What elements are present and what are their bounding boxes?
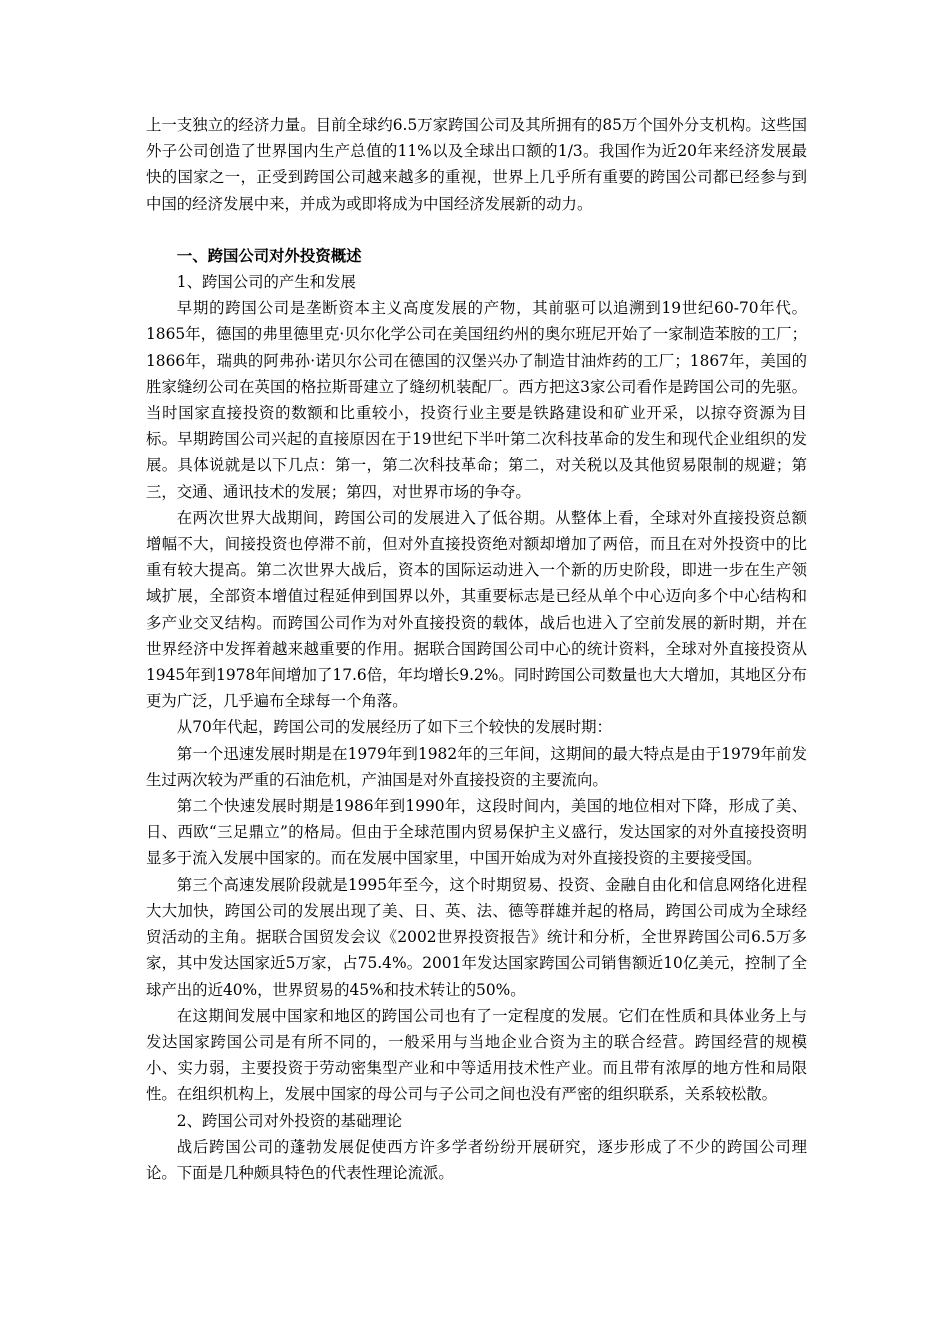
section-heading: 一、跨国公司对外投资概述	[176, 246, 362, 265]
intro-paragraph: 上一支独立的经济力量。目前全球约6.5万家跨国公司及其所拥有的85万个国外分支机构。这些国外子公司创造了世界国内生产总值的11%以及全球出口额的1/3。我国作为近20年来经济发展最快的国家之一，正受到跨国公司越来越多的重视，世界上几乎所有重要的跨国公司都已经参与到中国的经济发展中来，并成为或即将成为中国经济发展新的动力。	[146, 116, 807, 213]
body-paragraph: 第三个高速发展阶段就是1995年至今，这个时期贸易、投资、金融自由化和信息网络化进程大大加快，跨国公司的发展出现了美、日、英、法、德等群雄并起的格局，跨国公司成为全球经贸活动的主角。据联合国贸发会议《2002世界投资报告》统计和分析，全世界跨国公司6.5万多家，其中发达国家近5万家，占75.4%。2001年发达国家跨国公司销售额近10亿美元，控制了全球产出的近40%，世界贸易的45%和技术转让的50%。	[146, 875, 807, 999]
subsection-heading-theory: 2、跨国公司对外投资的基础理论	[176, 1111, 403, 1130]
body-paragraph: 早期的跨国公司是垄断资本主义高度发展的产物，其前驱可以追溯到19世纪60-70年代。1865年，德国的弗里德里克·贝尔化学公司在美国纽约州的奥尔班尼开始了一家制造苯胺的工厂；1866年，瑞典的阿弗孙·诺贝尔公司在德国的汉堡兴办了制造甘油炸药的工厂；1867年，美国的胜家缝纫公司在英国的格拉斯哥建立了缝纫机装配厂。西方把这3家公司看作是跨国公司的先驱。当时国家直接投资的数额和比重较小，投资行业主要是铁路建设和矿业开采，以掠夺资源为目标。早期跨国公司兴起的直接原因在于19世纪下半叶第二次科技革命的发生和现代企业组织的发展。具体说就是以下几点：第一，第二次科技革命；第二，对关税以及其他贸易限制的规避；第三，交通、通讯技术的发展；第四，对世界市场的争夺。	[146, 299, 807, 501]
body-paragraph: 在这期间发展中国家和地区的跨国公司也有了一定程度的发展。它们在性质和具体业务上与发达国家跨国公司是有所不同的，一般采用与当地企业合资为主的联合经营。跨国经营的规模小、实力弱，主要投资于劳动密集型产业和中等适用技术性产业。而且带有浓厚的地方性和局限性。在组织机构上，发展中国家的母公司与子公司之间也没有严密的组织联系，关系较松散。	[146, 1006, 807, 1104]
body-paragraph: 从70年代起，跨国公司的发展经历了如下三个较快的发展时期：	[176, 718, 612, 737]
closing-paragraph: 战后跨国公司的蓬勃发展促使西方许多学者纷纷开展研究，逐步形成了不少的跨国公司理论。下面是几种颇具特色的代表性理论流派。	[146, 1137, 807, 1182]
body-paragraph: 第一个迅速发展时期是在1979年到1982年的三年间，这期间的最大特点是由于1979年前发生过两次较为严重的石油危机，产油国是对外直接投资的主要流向。	[146, 744, 807, 789]
subsection-heading-origin: 1、跨国公司的产生和发展	[176, 273, 356, 292]
body-paragraph: 在两次世界大战期间，跨国公司的发展进入了低谷期。从整体上看，全球对外直接投资总额增幅不大，间接投资也停滞不前，但对外直接投资绝对额却增加了两倍，而且在对外投资中的比重有较大提高。第二次世界大战后，资本的国际运动进入一个新的历史阶段，即进一步在生产领域扩展，全部资本增值过程延伸到国界以外，其重要标志是已经从单个中心迈向多个中心结构和多产业交叉结构。而跨国公司作为对外直接投资的载体，战后也进入了空前发展的新时期，并在世界经济中发挥着越来越重要的作用。据联合国跨国公司中心的统计资料，全球对外直接投资从1945年到1978年间增加了17.6倍，年均增长9.2%。同时跨国公司数量也大大增加，其地区分布更为广泛，几乎遍布全球每一个角落。	[146, 508, 807, 711]
document-page	[146, 112, 807, 1186]
paragraph-gap	[146, 217, 807, 243]
body-paragraph: 第二个快速发展时期是1986年到1990年，这段时间内，美国的地位相对下降，形成了美、日、西欧“三足鼎立”的格局。但由于全球范围内贸易保护主义盛行，发达国家的对外直接投资明显多于流入发展中国家的。而在发展中国家里，中国开始成为对外直接投资的主要接受国。	[146, 797, 807, 868]
